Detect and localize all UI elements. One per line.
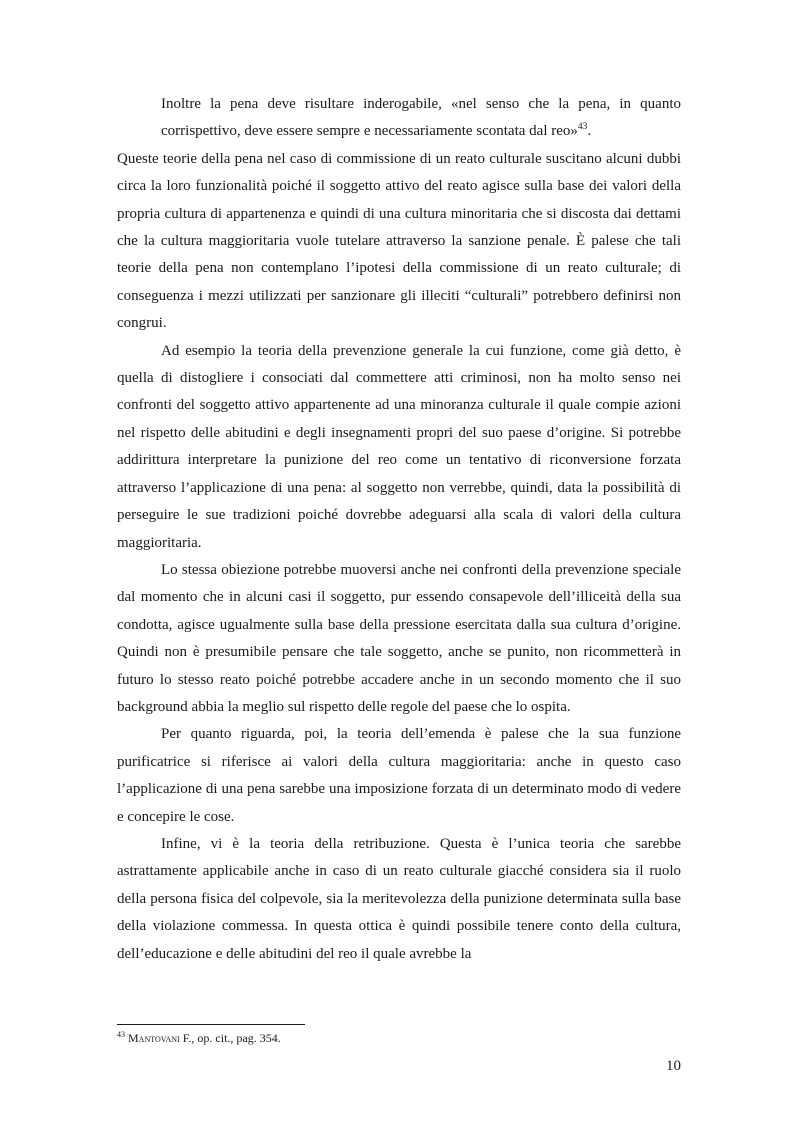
footnote-number: 43 [117,1030,125,1039]
footnote-reference[interactable]: 43 [577,122,588,133]
paragraph-1: Queste teorie della pena nel caso di commissione di un reato culturale suscitano alcuni dubbi circa la loro funzionalità poiché il soggetto attivo del reato agisce sulla base dei valori della propria cultura di appartenenza e quindi di una cultura minoritaria che si discosta dai dettami che la cultura maggioritaria vuole tutelare attraverso la sanzione penale. È palese che tali teorie della pena non contemplano l’ipotesi della commissione di un reato culturale; di conseguenza i mezzi utilizzati per sanzionare gli illeciti “culturali” potrebbero definirsi non congrui. [117,150,681,332]
footnote-divider [117,1024,305,1025]
document-body [117,91,681,968]
quote-end: . [587,123,592,140]
paragraph-5: Infine, vi è la teoria della retribuzione. Questa è l’unica teoria che sarebbe astrattamente applicabile anche in caso di un reato culturale giacché considera sia il ruolo della persona fisica del colpevole, sia la meritevolezza della punizione determinata sulla base della violazione commessa. In questa ottica è quindi possibile tenere conto della cultura, dell’educazione e delle abitudini del reo il quale avrebbe la [117,835,681,962]
quote-block [117,91,681,146]
footnote [117,1030,681,1046]
page-number: 10 [666,1058,681,1074]
footnote-author: Mantovani [128,1031,180,1045]
quote-paragraph [161,91,681,146]
quote-text: Inoltre la pena deve risultare inderogabile, «nel senso che la pena, in quanto corrispettivo, deve essere sempre e necessariamente scontata dal reo» [161,96,681,140]
paragraph-2: Ad esempio la teoria della prevenzione generale la cui funzione, come già detto, è quella di distogliere i consociati dal commettere atti criminosi, non ha molto senso nei confronti del soggetto attivo appartenente ad una minoranza culturale il quale compie azioni nel rispetto delle abitudini e degli insegnamenti propri del suo paese d’origine. Si potrebbe addirittura interpretare la punizione del reo come un tentativo di riconversione forzata attraverso l’applicazione di una pena: al soggetto non verrebbe, quindi, data la possibilità di perseguire le sue tradizioni poiché dovrebbe adeguarsi alla scala di valori della cultura maggioritaria. [117,342,681,551]
paragraph-3: Lo stessa obiezione potrebbe muoversi anche nei confronti della prevenzione speciale dal momento che in alcuni casi il soggetto, pur essendo consapevole dell’illiceità della sua condotta, agisce ugualmente sulla base della pressione esercitata dalla sua cultura d’origine. Quindi non è presumibile pensare che tale soggetto, anche se punito, non ricommetterà in futuro lo stesso reato poiché potrebbe accadere anche in un secondo momento che il suo background abbia la meglio sul rispetto delle regole del paese che lo ospita. [117,561,681,715]
paragraph-4: Per quanto riguarda, poi, la teoria dell’emenda è palese che la sua funzione purificatrice si riferisce ai valori della cultura maggioritaria: anche in questo caso l’applicazione di una pena sarebbe una imposizione forzata di un determinato modo di vedere e concepire le cose. [117,726,681,825]
footnote-citation: F., op. cit., pag. 354. [179,1031,281,1045]
